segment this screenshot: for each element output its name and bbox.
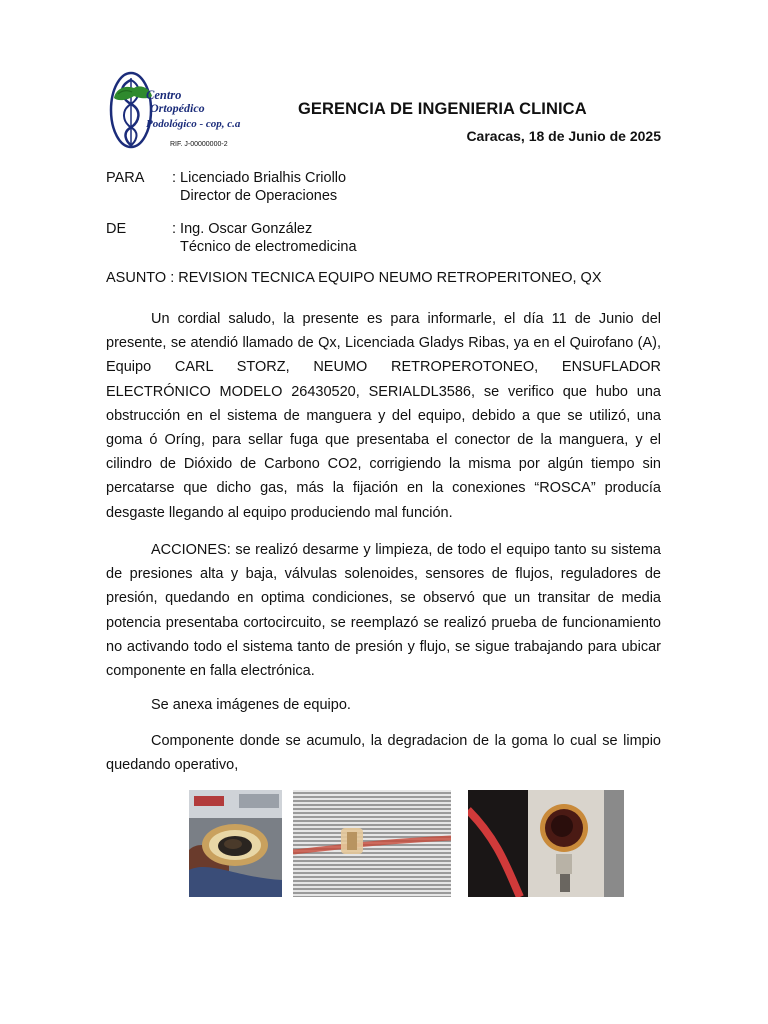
equipment-photo-2: [293, 790, 451, 897]
logo-text-centro: Centro: [146, 88, 182, 102]
paragraph-anexo: Se anexa imágenes de equipo.: [151, 697, 351, 713]
de-name: : Ing. Oscar González: [172, 221, 313, 237]
logo-rif: RIF. J-00000000-2: [170, 141, 228, 148]
para-name: : Licenciado Brialhis Criollo: [172, 170, 347, 186]
de-label: DE: [106, 221, 127, 237]
memo-date: Caracas, 18 de Junio de 2025: [466, 128, 661, 144]
equipment-photo-3: [468, 790, 624, 897]
equipment-photo-1: [189, 790, 282, 897]
para-title: Director de Operaciones: [180, 188, 338, 204]
paragraph-componente: Componente donde se acumulo, la degradacion de la goma lo cual se limpio quedando operativo,: [106, 733, 661, 774]
paragraph-greeting: Un cordial saludo, la presente es para informarle, el día 11 de Junio del presente, se atendió llamado de Qx, Licenciada Gladys Ribas, ya en el Quirofano (A), Equipo CARL STORZ, NEUMO RETROPEROTONEO, ENSUFLADOR ELECTRÓNICO MODELO 26430520, SERIALDL3586, se verifico que hubo una obstrucción en el sistema de manguera y del equipo, debido a que se utilizó, una goma ó Oríng, para sellar fuga que presentaba el conector de la manguera, y el cilindro de Dióxido de Carbono CO2, corrigiendo la misma por algún tiempo sin percatarse que dicho gas, más la fijación en la conexiones “ROSCA” producía desgaste llegando al equipo produciendo mal función.: [106, 311, 661, 521]
subject-line: ASUNTO : REVISION TECNICA EQUIPO NEUMO RETROPERITONEO, QX: [106, 270, 602, 286]
logo-graphic: [108, 68, 266, 152]
department-title: GERENCIA DE INGENIERIA CLINICA: [298, 100, 587, 118]
de-title: Técnico de electromedicina: [180, 239, 357, 255]
para-label: PARA: [106, 170, 145, 186]
logo-text-ortopedico: Ortopédico: [150, 101, 205, 115]
logo-text-podologico: Podológico - cop, c.a: [146, 118, 241, 130]
company-logo: [108, 68, 266, 152]
paragraph-acciones: ACCIONES: se realizó desarme y limpieza, de todo el equipo tanto su sistema de presiones alta y baja, válvulas solenoides, sensores de flujos, reguladores de presión, quedando en optima condiciones, se observó que un transitar de media potencia presentaba cortocircuito, se reemplazó se realizó prueba de funcionamiento no activando todo el sistema tanto de presión y flujo, se sigue trabajando para ubicar componente en falla electrónica.: [106, 542, 661, 680]
